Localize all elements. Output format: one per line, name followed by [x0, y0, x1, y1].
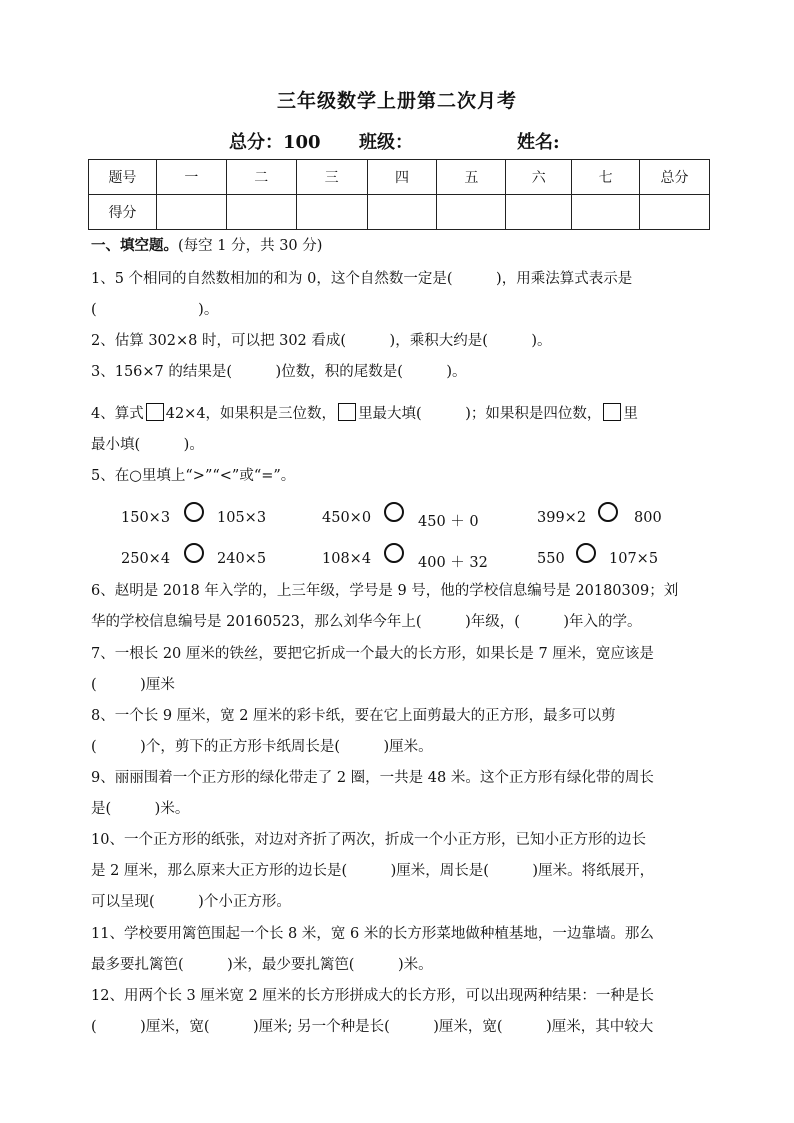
compare-right: 105×3 [217, 510, 267, 526]
question-1-line-1: 1、5 个相同的自然数相加的和为 0，这个自然数一定是( )，用乘法算式表示是 [91, 271, 633, 287]
answer-box-icon [603, 403, 621, 421]
q4-text-1: 4、算式 [91, 406, 144, 422]
question-4-line-1 [91, 403, 638, 424]
score-cell[interactable] [640, 195, 710, 230]
question-10-line-1: 10、一个正方形的纸张，对边对齐折了两次，折成一个小正方形，已知小正方形的边长 [91, 832, 646, 848]
question-2: 2、估算 302×8 时，可以把 302 看成( )，乘积大约是( )。 [91, 333, 552, 349]
question-6-line-1: 6、赵明是 2018 年入学的，上三年级，学号是 9 号，他的学校信息编号是 20180309；刘 [91, 583, 679, 599]
score-table-header: 四 [367, 160, 437, 195]
question-1-line-2: ( )。 [91, 302, 219, 318]
compare-right: 800 [634, 510, 662, 526]
q4-text-4: 里 [623, 406, 638, 422]
total-score: 总分：100 [229, 132, 321, 153]
question-11-line-1: 11、学校要用篱笆围起一个长 8 米，宽 6 米的长方形菜地做种植基地，一边靠墙。那么 [91, 926, 654, 942]
question-10-line-2: 是 2 厘米，那么原来大正方形的边长是( )厘米，周长是( )厘米。将纸展开， [91, 863, 655, 879]
section-heading [91, 236, 322, 256]
compare-circle-icon[interactable] [184, 502, 204, 522]
section-title: 一、填空题。 [91, 237, 178, 254]
score-cell[interactable] [506, 195, 572, 230]
score-table-header: 七 [572, 160, 640, 195]
score-row-label: 得分 [89, 195, 157, 230]
question-8-line-2: ( )个，剪下的正方形卡纸周长是( )厘米。 [91, 739, 433, 755]
question-8-line-1: 8、一个长 9 厘米，宽 2 厘米的彩卡纸，要在它上面剪最大的正方形，最多可以剪 [91, 708, 616, 724]
compare-right: 450 ＋ 0 [418, 514, 479, 530]
question-11-line-2: 最多要扎篱笆( )米，最少要扎篱笆( )米。 [91, 957, 433, 973]
score-table-score-row [89, 195, 710, 230]
compare-left: 399×2 [537, 510, 587, 526]
compare-circle-icon[interactable] [384, 543, 404, 563]
question-12-line-2: ( )厘米，宽( )厘米; 另一个种是长( )厘米，宽( )厘米，其中较大 [91, 1019, 654, 1035]
score-table-header: 五 [437, 160, 506, 195]
class-label: 班级： [359, 132, 413, 153]
question-6-line-2: 华的学校信息编号是 20160523，那么刘华今年上( )年级，( )年入的学。 [91, 614, 642, 630]
compare-circle-icon[interactable] [576, 543, 596, 563]
score-table-header: 一 [156, 160, 226, 195]
question-4-line-2: 最小填( )。 [91, 437, 204, 453]
compare-right: 107×5 [609, 551, 659, 567]
compare-circle-icon[interactable] [184, 543, 204, 563]
question-12-line-1: 12、用两个长 3 厘米宽 2 厘米的长方形拼成大的长方形，可以出现两种结果：一种是长 [91, 988, 654, 1004]
q4-text-2: 42×4，如果积是三位数， [165, 406, 337, 422]
question-9-line-1: 9、丽丽围着一个正方形的绿化带走了 2 圈，一共是 48 米。这个正方形有绿化带的周长 [91, 770, 654, 786]
score-cell[interactable] [226, 195, 296, 230]
score-table [88, 159, 710, 230]
score-table-header: 六 [506, 160, 572, 195]
question-7-line-2: ( )厘米 [91, 677, 175, 693]
score-cell[interactable] [367, 195, 437, 230]
score-table-header-row [89, 160, 710, 195]
score-cell[interactable] [296, 195, 367, 230]
score-cell[interactable] [437, 195, 506, 230]
score-table-header: 三 [296, 160, 367, 195]
question-5: 5、在○里填上“>”“<”或“=”。 [91, 468, 296, 484]
score-table-header: 题号 [89, 160, 157, 195]
compare-right: 240×5 [217, 551, 267, 567]
question-9-line-2: 是( )米。 [91, 801, 190, 817]
score-cell[interactable] [156, 195, 226, 230]
compare-circle-icon[interactable] [598, 502, 618, 522]
compare-right: 400 ＋ 32 [418, 555, 488, 571]
section-note: (每空 1 分，共 30 分) [178, 238, 323, 254]
compare-left: 250×4 [121, 551, 171, 567]
q4-text-3: 里最大填( )；如果积是四位数， [358, 406, 602, 422]
score-cell[interactable] [572, 195, 640, 230]
score-table-header: 总分 [640, 160, 710, 195]
score-table-header: 二 [226, 160, 296, 195]
compare-left: 108×4 [322, 551, 372, 567]
name-label: 姓名: [517, 132, 560, 153]
compare-left: 150×3 [121, 510, 171, 526]
question-10-line-3: 可以呈现( )个小正方形。 [91, 894, 291, 910]
answer-box-icon [338, 403, 356, 421]
page-title: 三年级数学上册第二次月考 [276, 90, 517, 112]
question-7-line-1: 7、一根长 20 厘米的铁丝，要把它折成一个最大的长方形，如果长是 7 厘米，宽应该是 [91, 646, 654, 662]
question-3: 3、156×7 的结果是( )位数，积的尾数是( )。 [91, 364, 467, 380]
answer-box-icon [146, 403, 164, 421]
compare-left: 550 [537, 551, 565, 567]
compare-circle-icon[interactable] [384, 502, 404, 522]
compare-left: 450×0 [322, 510, 372, 526]
